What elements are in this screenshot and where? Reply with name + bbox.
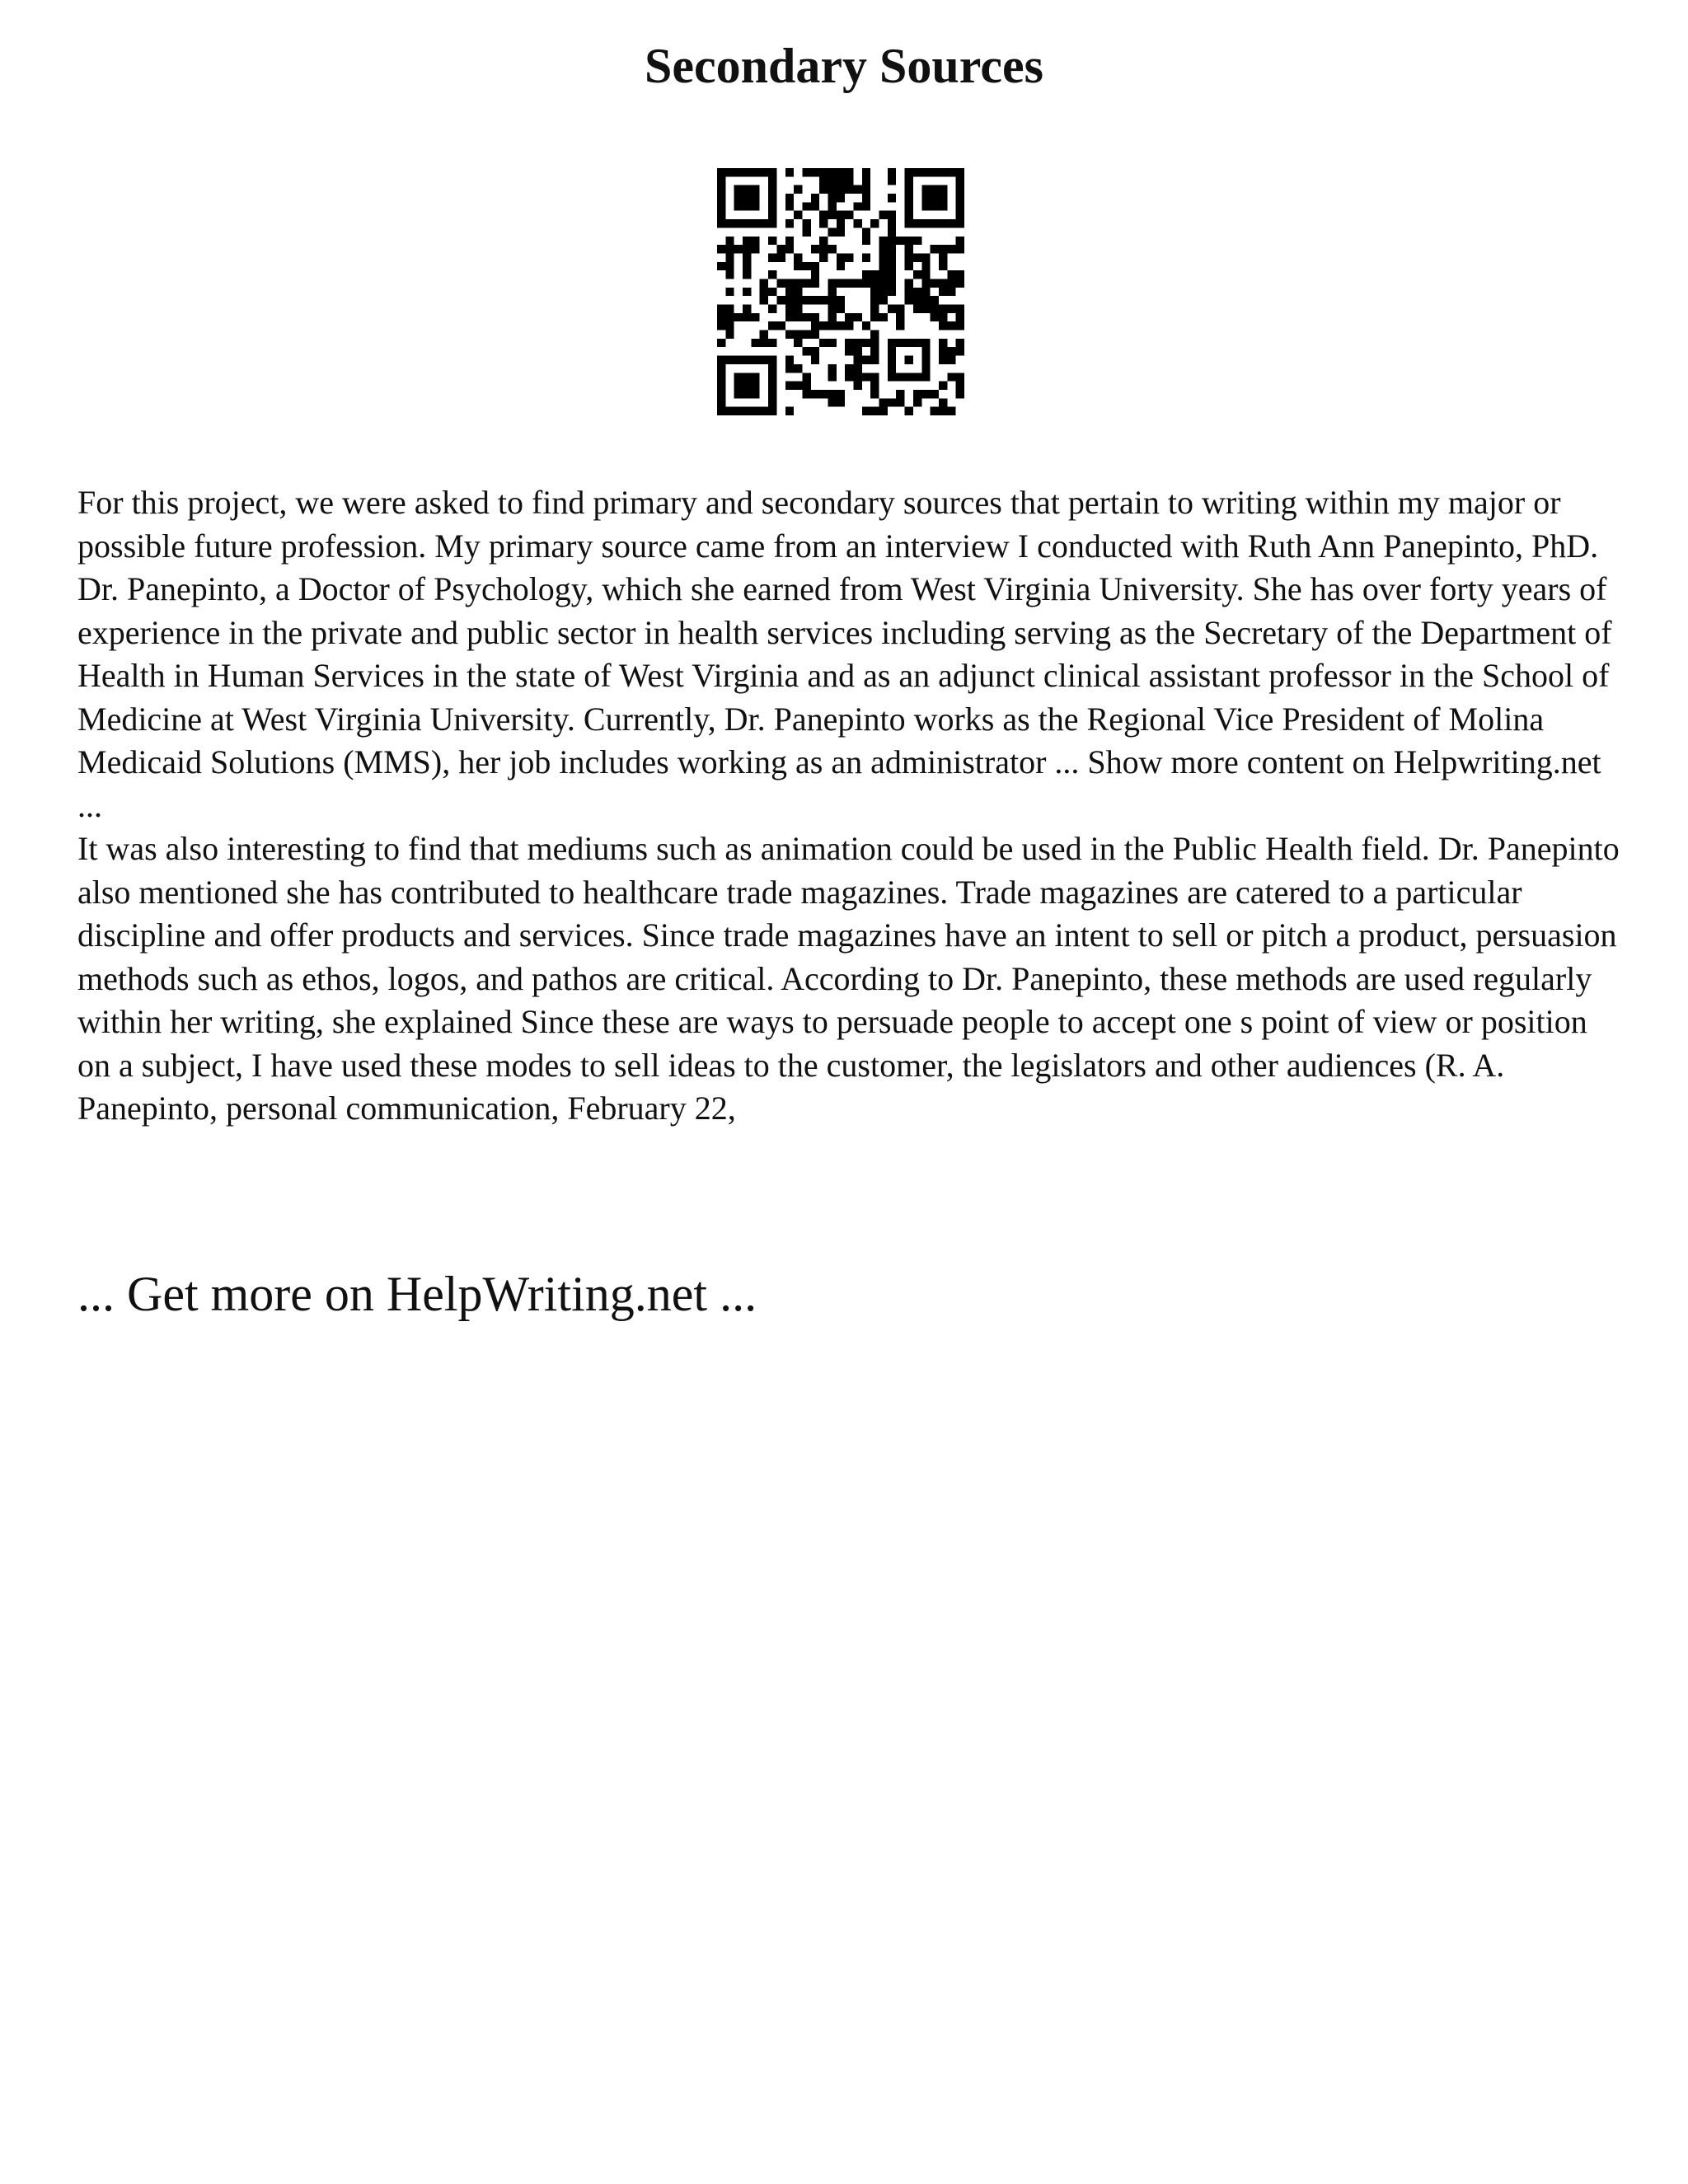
- paragraph-trade-magazines: It was also interesting to find that mediums such as animation could be used in the Public Health field. Dr. Panepinto also mentioned she has contributed to healthcare trade magazines. Trade magazines are catered to a particular discipline and offer products and services. Since trade magazines have an intent to sell or pitch a product, persuasion methods such as ethos, logos, and pathos are critical. According to Dr. Panepinto, these methods are used regularly within her writing, she explained Since these are ways to persuade people to accept one s point of view or position on a subject, I have used these modes to sell ideas to the customer, the legislators and other audiences (R. A. Panepinto, personal communication, February 22,: [77, 830, 1620, 1127]
- get-more-link[interactable]: ... Get more on HelpWriting.net ...: [77, 1267, 757, 1321]
- page-title: Secondary Sources: [645, 39, 1043, 93]
- body-text: [77, 481, 1623, 1131]
- qr-code-icon: [717, 168, 964, 415]
- paragraph-primary-source: For this project, we were asked to find primary and secondary sources that pertain to writing within my major or possible future profession. My primary source came from an interview I conducted with Ruth Ann Panepinto, PhD. Dr. Panepinto, a Doctor of Psychology, which she earned from West Virginia University. She has over forty years of experience in the private and public sector in health services including serving as the Secretary of the Department of Health in Human Services in the state of West Virginia and as an adjunct clinical assistant professor in the School of Medicine at West Virginia University. Currently, Dr. Panepinto works as the Regional Vice President of Molina Medicaid Solutions (MMS), her job includes working as an administrator ... Show more content on Helpwriting.net ...: [77, 484, 1612, 824]
